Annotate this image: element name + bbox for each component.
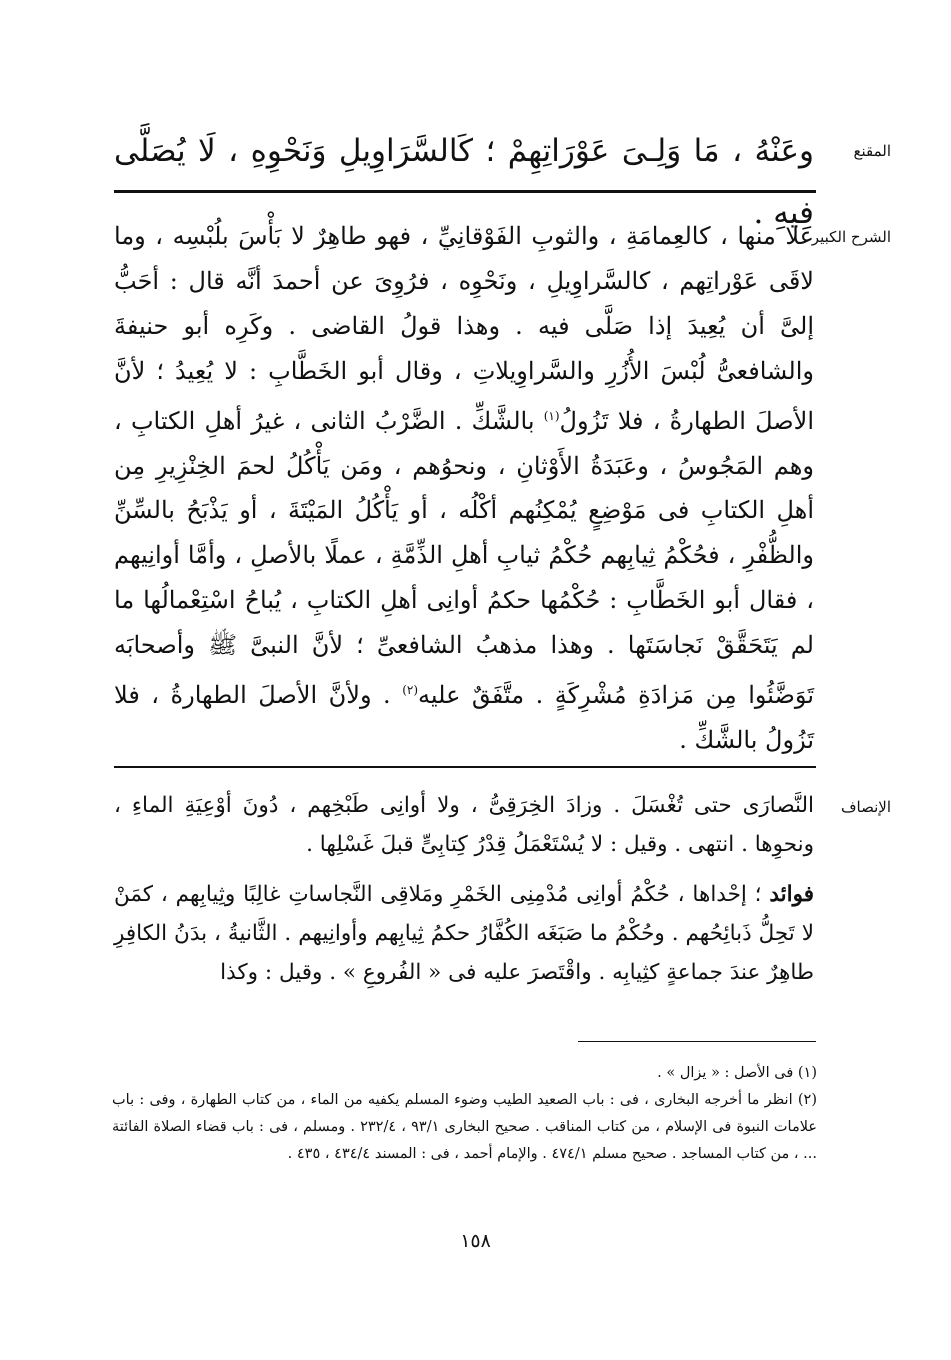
page-number: ١٥٨ bbox=[460, 1230, 491, 1252]
insaf-text bbox=[114, 786, 814, 992]
insaf-paragraph-2-body: ؛ إحْداها ، حُكْمُ أوانِى مُدْمِنِى الخَمْرِ ومَلاقِى النَّجاساتِ غالِبًا وثِيابِهم ، كمَنْ لا تَحِلُّ ذَبائِحُهم . وحُكْمُ ما صَبَغَه الكُفَّارُ حكمُ ثِيابِهم وأوانِيهم . الثَّانيةُ ، بدَنُ الكافِرِ طاهِرٌ عندَ جماعةٍ كثِيابِه . واقْتَصرَ عليه فى « الفُروعِ » . وقيل : وكذا bbox=[114, 882, 814, 985]
insaf-fawaid-heading: فوائد bbox=[769, 882, 814, 907]
sharh-text bbox=[114, 214, 814, 763]
sharh-part-1: علا منها ، كالعِمامَةِ ، والثوبِ الفَوْقانِيِّ ، فهو طاهِرٌ لا بَأْسَ بلُبْسِه ، وما لاقَى عَوْراتِهم ، كالسَّراوِيلِ ، ونَحْوِه ، فرُوِىَ عن أحمدَ أنَّه قال : أحَبُّ إلىَّ أن يُعِيدَ إذا صَلَّى فيه . وهذا قولُ القاضى . وكَرِه أبو حنيفةَ والشافعىُّ لُبْسَ الأُزُرِ والسَّراوِيلاتِ ، وقال أبو الخَطَّابِ : لا يُعِيدُ ؛ لأنَّ الأصلَ الطهارةُ ، فلا تَزُولُ bbox=[114, 222, 814, 435]
sharh-part-2: بالشَّكِّ . الضَّرْبُ الثانى ، غيرُ أهلِ الكتابِ ، وهم المَجُوسُ ، وعَبَدَةُ الأَوْثانِ ، ونحوُهم ، ومَن يَأْكُلُ لحمَ الخِنْزِيرِ مِن أهلِ الكتابِ فى مَوْضِعٍ يُمْكِنُهم أكْلُه ، أو يَأْكُلُ المَيْتَةَ ، أو يَذْبَحُ بالسِّنِّ والظُّفْرِ ، فحُكْمُ ثِيابِهم حُكْمُ ثيابِ أهلِ الذِّمَّةِ ، عملًا بالأصلِ ، وأمَّا أوانِيهم ، فقال أبو الخَطَّابِ : حُكْمُها حكمُ أوانِى أهلِ الكتابِ ، يُباحُ اسْتِعْمالُها ما لم يَتَحَقَّقْ نَجاسَتَها . وهذا مذهبُ الشافعىِّ ؛ لأنَّ النبىَّ ﷺ وأصحابَه تَوَضَّئُوا مِن مَزادَةِ مُشْرِكَةٍ . متَّفَقٌ عليه bbox=[114, 406, 814, 710]
muqni-line: وعَنْهُ ، مَا وَلِـىَ عَوْرَاتِهِمْ ؛ كَالسَّرَاوِيلِ وَنَحْوِهِ ، لَا يُصَلَّى فِيهِ . bbox=[114, 133, 814, 231]
section-label-insaf: الإنصاف bbox=[840, 798, 891, 816]
footnote-2: (٢) انظر ما أخرجه البخارى ، فى : باب الصعيد الطيب وضوء المسلم يكفيه من الماء ، من كتاب الطهارة ، وفى : باب علامات النبوة فى الإسلام ، من كتاب المناقب . صحيح البخارى ٩٣/١ ، ٢٣٢/٤ . ومسلم ، فى : باب قضاء الصلاة الفائتة ... ، من كتاب المساجد . صحيح مسلم ٤٧٤/١ . والإمام أحمد ، فى : المسند ٤٣٤/٤ ، ٤٣٥ . bbox=[112, 1092, 818, 1162]
footnote-1: (١) فى الأصل : « يزال » . bbox=[657, 1065, 817, 1081]
footnote-ref-2: (٢) bbox=[402, 683, 419, 698]
footnote-ref-1: (١) bbox=[543, 408, 560, 423]
section-label-muqni: المقنع bbox=[853, 142, 891, 160]
footnotes bbox=[112, 1060, 817, 1168]
section-divider-thin bbox=[114, 766, 816, 768]
insaf-paragraph-1: النَّصارَى حتى تُغْسَلَ . وزادَ الخِرَقِىُّ ، ولا أوانِى طَبْخِهم ، دُونَ أوْعِيَةِ الماءِ ، ونحوِها . انتهى . وقيل : لا يُسْتَعْمَلُ قِدْرُ كِتابِىٍّ قبلَ غَسْلِها . bbox=[114, 793, 814, 857]
section-divider-thick bbox=[114, 190, 816, 193]
insaf-paragraph-2 bbox=[114, 875, 814, 992]
sharh-paragraph bbox=[114, 214, 814, 763]
section-label-sharh: الشرح الكبير bbox=[811, 228, 891, 246]
footnote-divider bbox=[578, 1041, 816, 1042]
sharh-part-3: . ولأنَّ الأصلَ الطهارةُ ، فلا تَزُولُ بالشَّكِّ . bbox=[114, 681, 814, 754]
